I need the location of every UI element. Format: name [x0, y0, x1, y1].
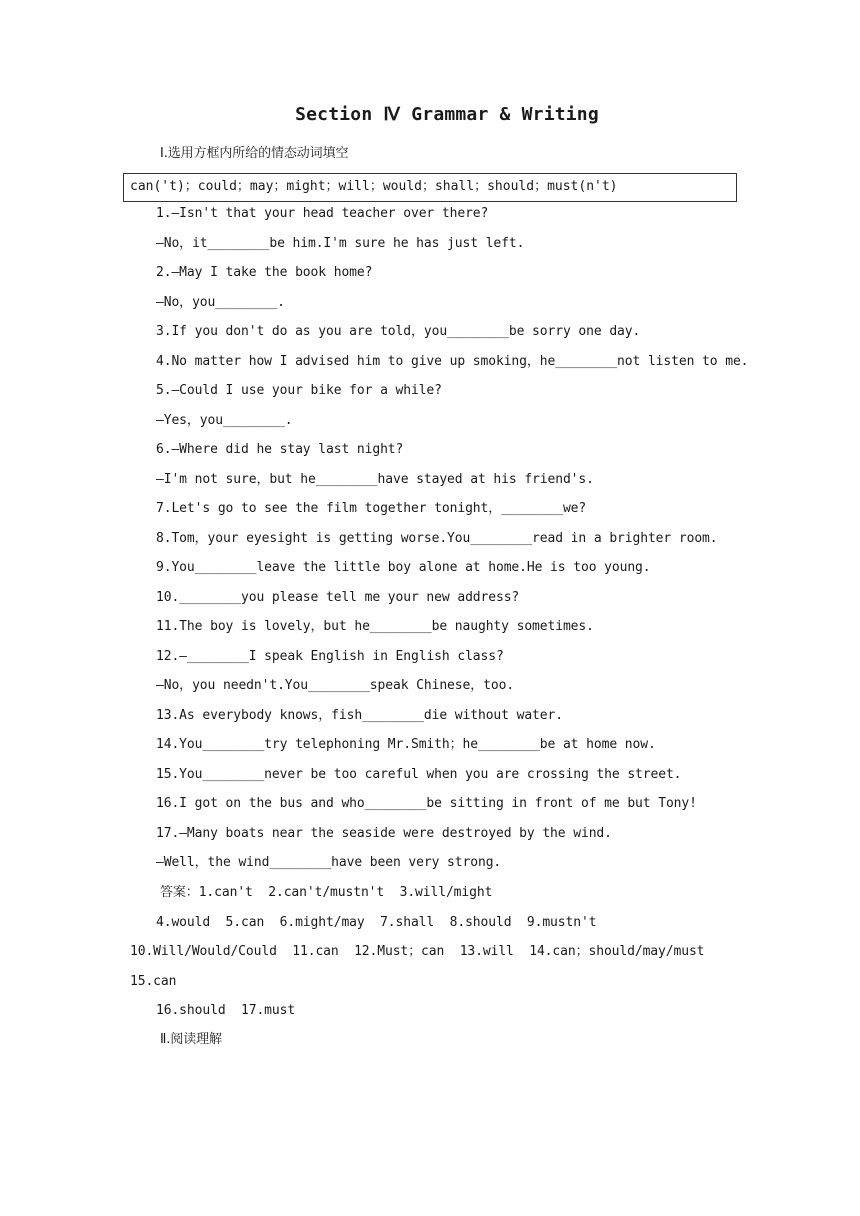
- exercise-line: 13.As everybody knows，fish________die without water.: [156, 708, 563, 723]
- exercise-line: 12.—________I speak English in English class?: [156, 649, 504, 664]
- exercise-line: 16.I got on the bus and who________be sitting in front of me but Tony!: [156, 796, 697, 811]
- exercise-line: —No，it________be him.I'm sure he has just left.: [156, 236, 525, 251]
- exercise-line: 3.If you don't do as you are told，you________be sorry one day.: [156, 324, 641, 339]
- exercise-line: 1.—Isn't that your head teacher over there?: [156, 206, 489, 221]
- section-heading-1: Ⅰ.选用方框内所给的情态动词填空: [160, 146, 349, 161]
- exercise-line: 4.No matter how I advised him to give up smoking，he________not listen to me.: [156, 354, 749, 369]
- exercise-line: —Well，the wind________have been very strong.: [156, 855, 502, 870]
- answer-line-1: 答案：1.can't 2.can't/mustn't 3.will/might: [160, 885, 493, 900]
- word-box-text: can('t)；could；may；might；will；would；shall；should；must(n't): [130, 179, 618, 194]
- exercise-line: 14.You________try telephoning Mr.Smith；he________be at home now.: [156, 737, 656, 752]
- word-box: [123, 173, 737, 202]
- exercise-line: 7.Let's go to see the film together tonight，________we?: [156, 501, 587, 516]
- exercise-line: 10.________you please tell me your new address?: [156, 590, 520, 605]
- exercise-line: —I'm not sure，but he________have stayed at his friend's.: [156, 472, 594, 487]
- answer-line-4: 15.can: [130, 974, 177, 989]
- answer-line-2: 4.would 5.can 6.might/may 7.shall 8.should 9.mustn't: [156, 915, 597, 930]
- exercise-line: —Yes，you________.: [156, 413, 293, 428]
- exercise-line: 17.—Many boats near the seaside were destroyed by the wind.: [156, 826, 612, 841]
- exercise-line: 15.You________never be too careful when you are crossing the street.: [156, 767, 682, 782]
- answer-line-3: 10.Will/Would/Could 11.can 12.Must；can 13.will 14.can；should/may/must: [130, 944, 705, 959]
- exercise-line: 5.—Could I use your bike for a while?: [156, 383, 442, 398]
- exercise-line: —No，you________.: [156, 295, 285, 310]
- section-heading-2: Ⅱ.阅读理解: [160, 1032, 222, 1047]
- exercise-line: —No，you needn't.You________speak Chinese，too.: [156, 678, 515, 693]
- page-title: Section Ⅳ Grammar & Writing: [295, 104, 599, 125]
- exercise-line: 6.—Where did he stay last night?: [156, 442, 404, 457]
- exercise-line: 8.Tom，your eyesight is getting worse.You________read in a brighter room.: [156, 531, 718, 546]
- answer-line-5: 16.should 17.must: [156, 1003, 296, 1018]
- exercise-line: 2.—May I take the book home?: [156, 265, 373, 280]
- exercise-line: 9.You________leave the little boy alone at home.He is too young.: [156, 560, 651, 575]
- exercise-line: 11.The boy is lovely，but he________be naughty sometimes.: [156, 619, 594, 634]
